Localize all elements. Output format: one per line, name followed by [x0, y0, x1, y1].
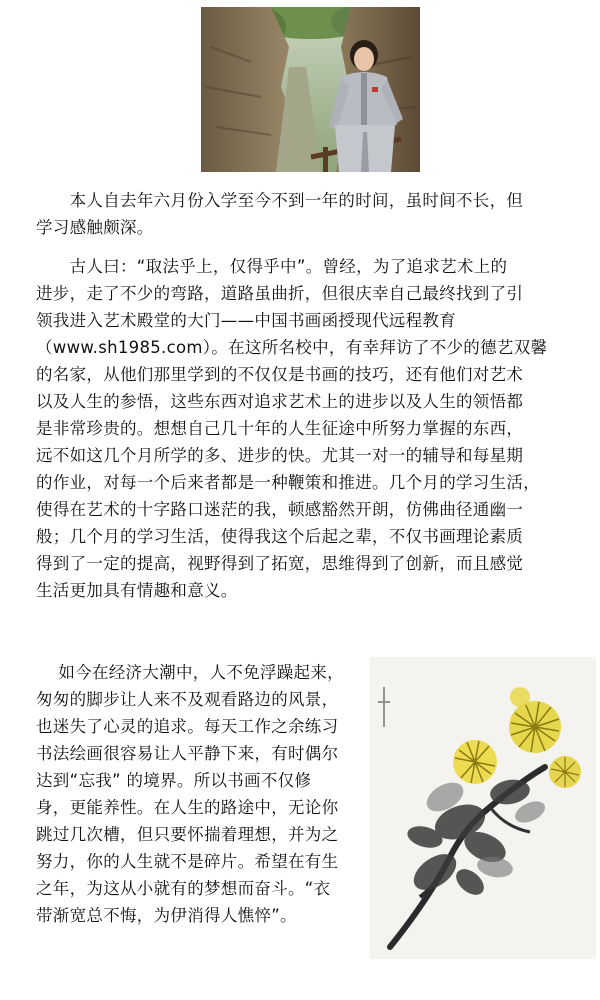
text-line: 古人曰：“取法乎上，仅得乎中”。曾经，为了追求艺术上的 — [36, 257, 508, 276]
text-line: 学习感触颇深。 — [36, 218, 154, 237]
text-line: 努力，你的人生就不是碎片。希望在有生 — [36, 852, 339, 871]
text-line: 之年，为这从小就有的梦想而奋斗。“衣 — [36, 879, 331, 898]
text-line: 书法绘画很容易让人平静下来，有时偶尔 — [36, 744, 339, 763]
text-line: 使得在艺术的十字路口迷茫的我，顿感豁然开朗，仿佛曲径通幽一 — [36, 500, 524, 519]
text-line: 如今在经济大潮中，人不免浮躁起来， — [36, 663, 344, 682]
paragraph-reflection — [36, 659, 366, 929]
text-line: 匆匆的脚步让人来不及观看路边的风景， — [36, 690, 339, 709]
text-line: 的作业，对每一个后来者都是一种鞭策和推进。几个月的学习生活， — [36, 473, 540, 492]
text-line: 领我进入艺术殿堂的大门——中国书画函授现代远程教育 — [36, 311, 456, 330]
text-line: 达到“忘我” 的境界。所以书画不仅修 — [36, 771, 312, 790]
text-line: 得到了一定的提高，视野得到了拓宽，思维得到了创新，而且感觉 — [36, 554, 524, 573]
text-line: 带渐宽总不悔，为伊消得人憔悴”。 — [36, 906, 297, 925]
portrait-photo-art — [201, 7, 420, 172]
text-line: 般；几个月的学习生活，使得我这个后起之辈，不仅书画理论素质 — [36, 527, 524, 546]
chrysanthemum-painting — [370, 657, 596, 959]
text-line: 跳过几次槽，但只要怀揣着理想，并为之 — [36, 825, 339, 844]
paragraph-learning — [36, 253, 568, 604]
text-line: 也迷失了心灵的追求。每天工作之余练习 — [36, 717, 339, 736]
text-line: 的名家，从他们那里学到的不仅仅是书画的技巧，还有他们对艺术 — [36, 365, 524, 384]
text-line: 生活更加具有情趣和意义。 — [36, 581, 238, 600]
text-line: 是非常珍贵的。想想自己几十年的人生征途中所努力掌握的东西， — [36, 419, 524, 438]
text-line: 远不如这几个月所学的多、进步的快。尤其一对一的辅导和每星期 — [36, 446, 524, 465]
text-line: 身，更能养性。在人生的路途中，无论你 — [36, 798, 339, 817]
portrait-photo — [201, 7, 420, 172]
text-line: 本人自去年六月份入学至今不到一年的时间，虽时间不长，但 — [36, 191, 524, 210]
paragraph-intro — [36, 187, 568, 241]
chrysanthemum-painting-art — [370, 657, 596, 959]
text-line: 进步，走了不少的弯路，道路虽曲折，但很庆幸自己最终找到了引 — [36, 284, 524, 303]
text-line: 以及人生的参悟，这些东西对追求艺术上的进步以及人生的领悟都 — [36, 392, 524, 411]
text-line: （www.sh1985.com）。在这所名校中，有幸拜访了不少的德艺双馨 — [36, 338, 548, 357]
